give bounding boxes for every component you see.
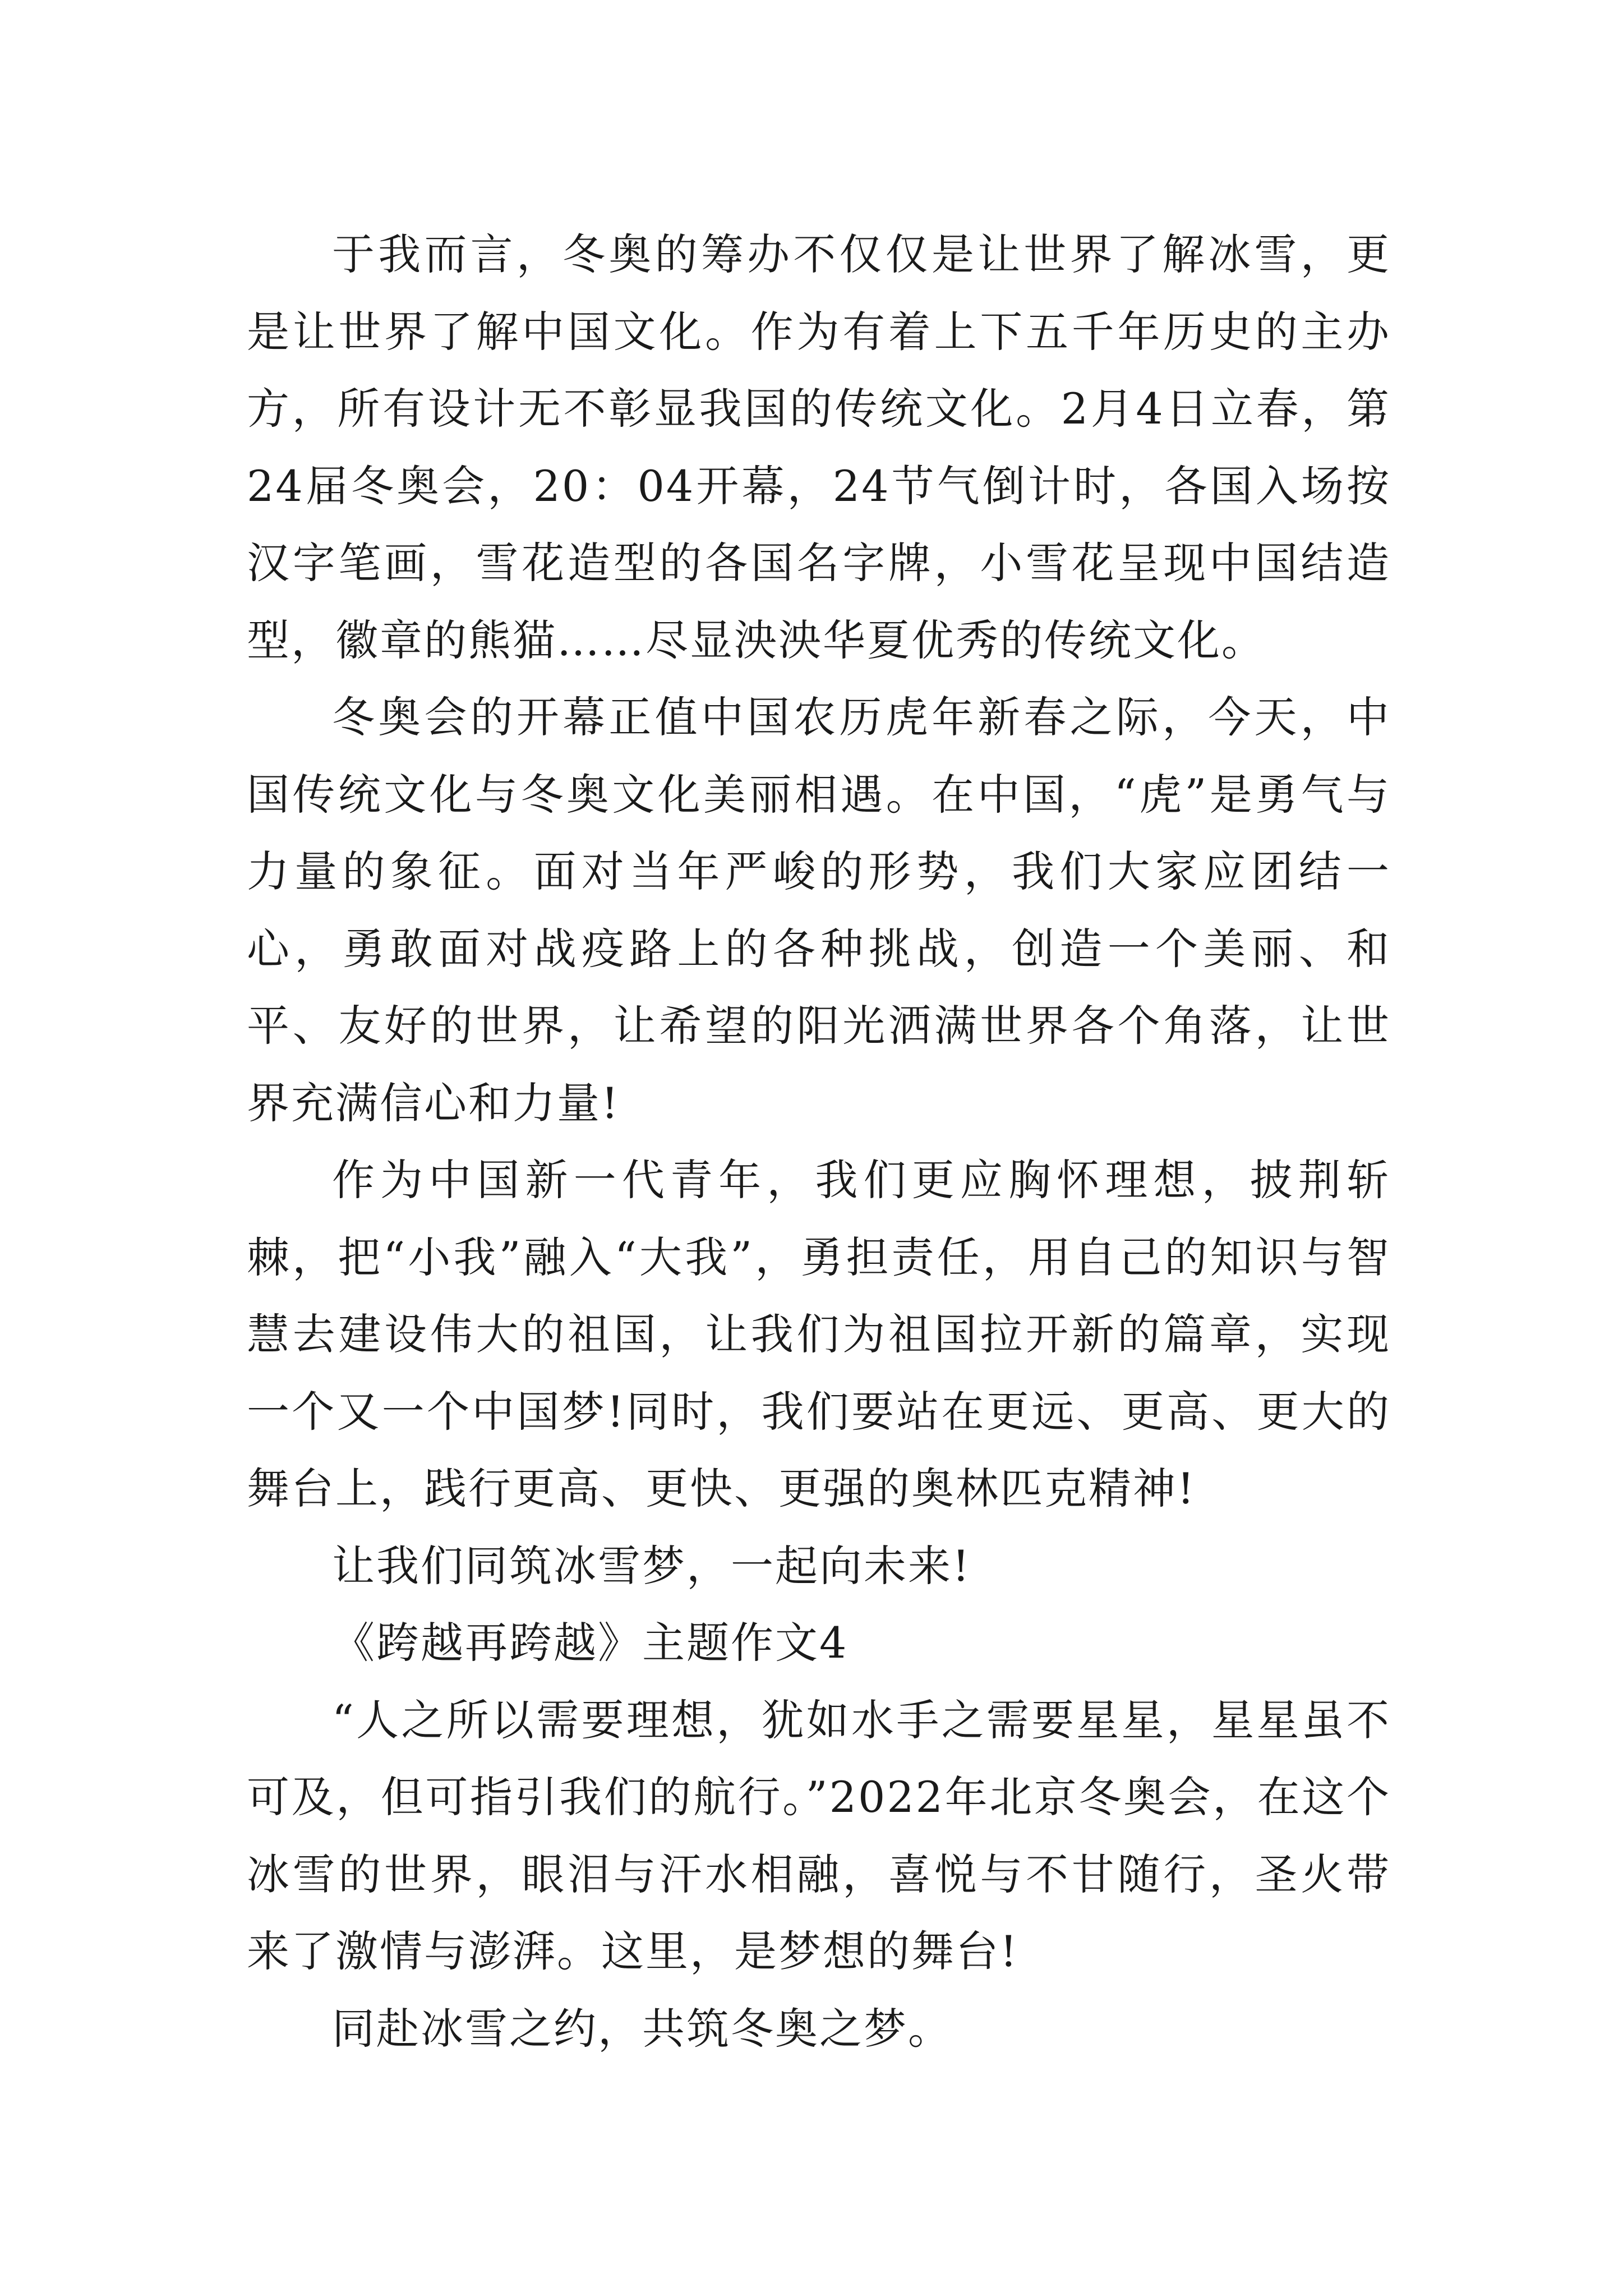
essay-heading: 《跨越再跨越》主题作文4 (332, 1618, 849, 1668)
paragraph-closing: 同赴冰雪之约，共筑冬奥之梦。 (332, 2003, 952, 2054)
paragraph-culture: 于我而言，冬奥的筹办不仅仅是让世界了解冰雪，更是让世界了解中国文化。作为有着上下五千年历史的主办方，所有设计无不彰显我国的传统文化。2月4日立春，第24届冬奥会，20：04开幕，24节气倒计时，各国入场按汉字笔画，雪花造型的各国名字牌，小雪花呈现中国结造型，徽章的熊猫……尽显泱泱华夏优秀的传统文化。 (247, 229, 1391, 665)
paragraph-tiger-year: 冬奥会的开幕正值中国农历虎年新春之际，今天，中国传统文化与冬奥文化美丽相遇。在中国，“虎”是勇气与力量的象征。面对当年严峻的形势，我们大家应团结一心，勇敢面对战疫路上的各种挑战，创造一个美丽、和平、友好的世界，让希望的阳光洒满世界各个角落，让世界充满信心和力量! (247, 692, 1391, 1128)
document-body (247, 216, 1391, 2067)
paragraph-ideals-quote: “人之所以需要理想，犹如水手之需要星星，星星虽不可及，但可指引我们的航行。”2022年北京冬奥会，在这个冰雪的世界，眼泪与汗水相融，喜悦与不甘随行，圣火带来了激情与澎湃。这里，是梦想的舞台! (247, 1695, 1391, 1976)
paragraph-youth: 作为中国新一代青年，我们更应胸怀理想，披荆斩棘，把“小我”融入“大我”，勇担责任，用自己的知识与智慧去建设伟大的祖国，让我们为祖国拉开新的篇章，实现一个又一个中国梦!同时，我们要站在更远、更高、更大的舞台上，践行更高、更快、更强的奥林匹克精神! (247, 1155, 1391, 1513)
paragraph-together: 让我们同筑冰雪梦，一起向未来! (332, 1540, 971, 1591)
